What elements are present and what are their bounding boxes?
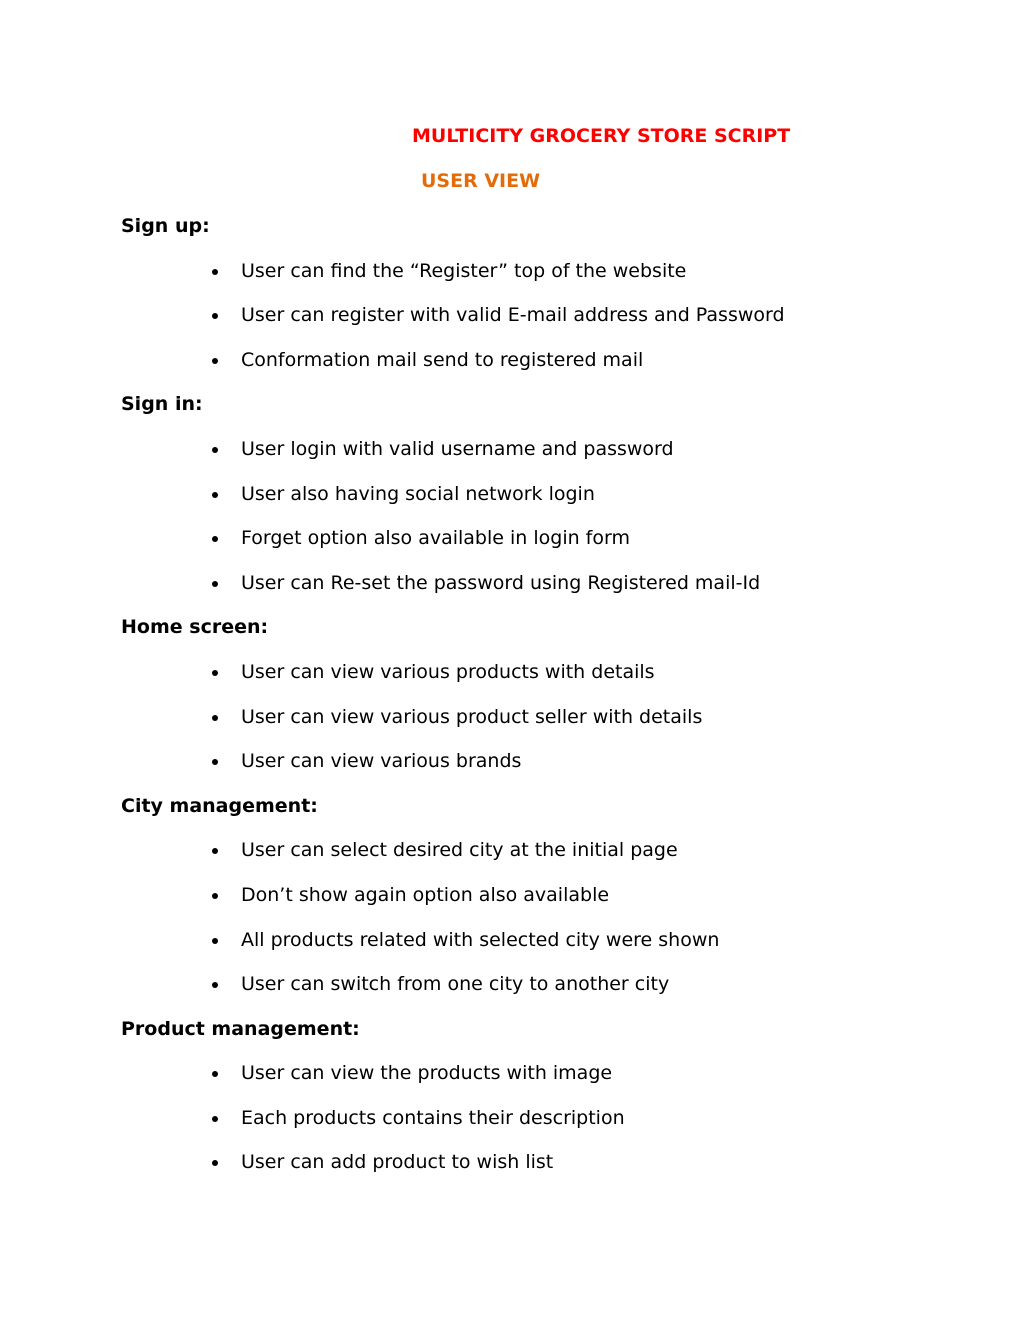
bullet-icon	[212, 536, 218, 542]
bullet-icon	[212, 313, 218, 319]
list-item	[121, 259, 981, 304]
document-body	[121, 214, 981, 1195]
section-sign-in	[121, 392, 981, 615]
bullet-list	[121, 259, 981, 393]
section-home-screen	[121, 615, 981, 793]
section-heading: City management:	[121, 794, 318, 817]
list-item-text: Don’t show again option also available	[241, 883, 610, 906]
bullet-icon	[212, 893, 218, 899]
bullet-icon	[212, 759, 218, 765]
section-heading: Home screen:	[121, 616, 269, 639]
list-item-text: All products related with selected city were shown	[241, 928, 720, 951]
bullet-icon	[212, 1160, 218, 1166]
document-title: MULTICITY GROCERY STORE SCRIPT	[412, 125, 791, 147]
bullet-icon	[212, 358, 218, 364]
list-item-text: Conformation mail send to registered mail	[241, 348, 644, 371]
list-item-text: User can add product to wish list	[241, 1151, 554, 1174]
list-item	[121, 749, 981, 794]
list-item	[121, 526, 981, 571]
list-item-text: User can switch from one city to another city	[241, 973, 670, 996]
list-item	[121, 571, 981, 616]
section-heading: Sign in:	[121, 393, 203, 416]
bullet-list	[121, 437, 981, 615]
list-item-text: User can view various brands	[241, 750, 522, 773]
bullet-icon	[212, 492, 218, 498]
list-item	[121, 437, 981, 482]
list-item	[121, 972, 981, 1017]
bullet-icon	[212, 982, 218, 988]
list-item	[121, 1150, 981, 1195]
list-item	[121, 482, 981, 527]
list-item-text: User can view various product seller with details	[241, 705, 703, 728]
bullet-icon	[212, 581, 218, 587]
section-heading: Product management:	[121, 1017, 360, 1040]
list-item-text: User can Re-set the password using Registered mail-Id	[241, 571, 761, 594]
list-item	[121, 838, 981, 883]
bullet-icon	[212, 1071, 218, 1077]
list-item	[121, 1061, 981, 1106]
list-item	[121, 705, 981, 750]
list-item	[121, 928, 981, 973]
list-item-text: User can view the products with image	[241, 1062, 613, 1085]
list-item	[121, 660, 981, 705]
bullet-icon	[212, 670, 218, 676]
list-item-text: User can register with valid E-mail address and Password	[241, 304, 785, 327]
list-item-text: User also having social network login	[241, 482, 595, 505]
bullet-icon	[212, 447, 218, 453]
bullet-list	[121, 660, 981, 794]
list-item-text: User can select desired city at the initial page	[241, 839, 678, 862]
bullet-icon	[212, 1116, 218, 1122]
list-item	[121, 348, 981, 393]
bullet-icon	[212, 938, 218, 944]
bullet-icon	[212, 715, 218, 721]
list-item	[121, 1106, 981, 1151]
list-item-text: User can find the “Register” top of the website	[241, 259, 687, 282]
bullet-list	[121, 838, 981, 1016]
section-sign-up	[121, 214, 981, 392]
section-city-management	[121, 794, 981, 1017]
list-item-text: User login with valid username and password	[241, 437, 674, 460]
list-item-text: Forget option also available in login form	[241, 527, 630, 550]
document-subtitle: USER VIEW	[421, 170, 541, 192]
section-heading: Sign up:	[121, 215, 210, 237]
bullet-icon	[212, 269, 218, 275]
list-item	[121, 303, 981, 348]
bullet-icon	[212, 848, 218, 854]
list-item	[121, 883, 981, 928]
bullet-list	[121, 1061, 981, 1195]
section-product-management	[121, 1017, 981, 1195]
list-item-text: User can view various products with details	[241, 660, 655, 683]
list-item-text: Each products contains their description	[241, 1106, 625, 1129]
